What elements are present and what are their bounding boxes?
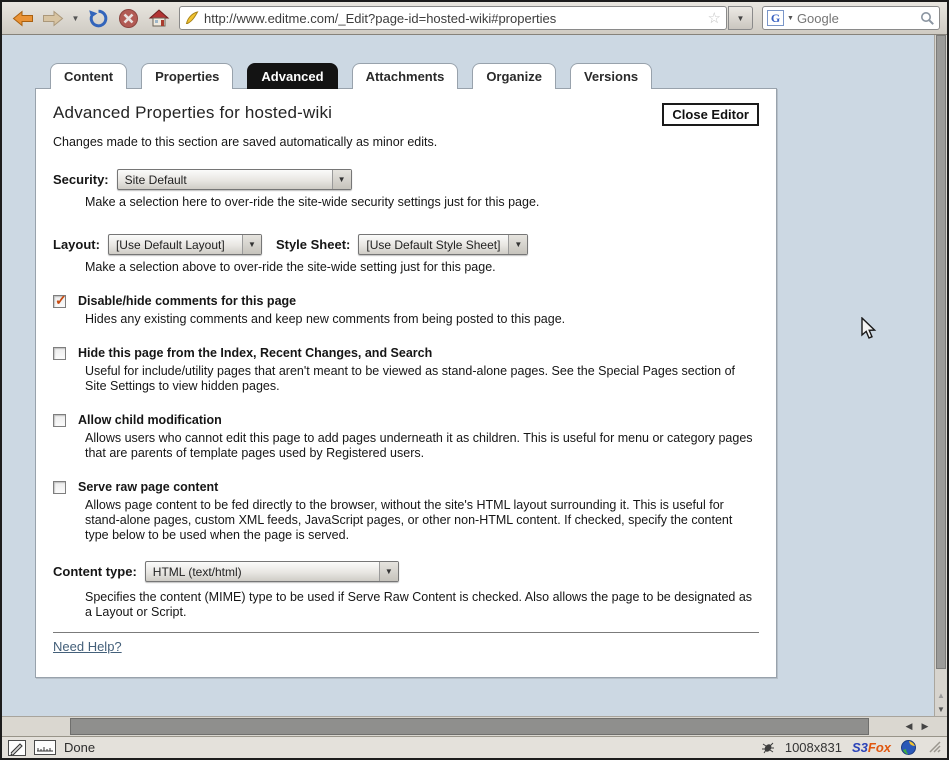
advanced-properties-panel xyxy=(35,88,777,678)
security-label: Security: xyxy=(53,172,109,187)
page-viewport xyxy=(2,35,947,716)
hide-page-checkbox[interactable] xyxy=(53,347,66,360)
window-resolution: 1008x831 xyxy=(784,740,842,755)
content-type-label: Content type: xyxy=(53,564,137,579)
allow-child-desc: Allows users who cannot edit this page to add pages underneath it as children. This is useful for menu or category pages that are parents of template pages used by Registered users. xyxy=(85,431,753,460)
disable-comments-label: Disable/hide comments for this page xyxy=(78,294,297,308)
tab-content[interactable]: Content xyxy=(50,63,127,89)
horizontal-scrollbar-thumb[interactable] xyxy=(70,718,869,735)
content-type-select[interactable] xyxy=(145,561,399,582)
serve-raw-checkbox[interactable] xyxy=(53,481,66,494)
horizontal-scrollbar-track[interactable] xyxy=(2,717,901,736)
tab-versions[interactable]: Versions xyxy=(570,63,652,89)
tab-attachments[interactable]: Attachments xyxy=(352,63,459,89)
content-type-help-text: Specifies the content (MIME) type to be used if Serve Raw Content is checked. Also allows the page to be designated as a Layout or Script. xyxy=(85,590,753,619)
google-engine-icon: G xyxy=(767,10,784,26)
layout-label: Layout: xyxy=(53,237,100,252)
layout-help-text: Make a selection above to over-ride the site-wide setting just for this page. xyxy=(85,260,496,274)
scroll-right-arrow[interactable]: ▶ xyxy=(921,721,929,731)
status-console-icon[interactable] xyxy=(34,740,56,755)
back-arrow-icon xyxy=(12,10,34,27)
autosave-note: Changes made to this section are saved automatically as minor edits. xyxy=(53,135,438,149)
home-icon xyxy=(148,8,170,28)
search-engine-dropdown[interactable] xyxy=(787,15,794,22)
security-help-text: Make a selection here to over-ride the site-wide security settings just for this page. xyxy=(85,195,540,209)
serve-raw-desc: Allows page content to be fed directly to the browser, without the site's HTML layout surrounding it. This is useful for stand-alone pages, custom XML feeds, JavaScript pages, or other non-HTML content. If checked, specify the content type below to be used when the page is served. xyxy=(85,498,733,542)
layout-selected-value: [Use Default Layout] xyxy=(115,237,225,252)
s3fox-extension-label[interactable]: S3Fox xyxy=(851,740,891,755)
status-pencil-icon[interactable] xyxy=(8,740,26,756)
chevron-down-icon xyxy=(242,235,261,254)
forward-history-dropdown[interactable] xyxy=(69,6,82,30)
reload-button[interactable] xyxy=(85,5,112,31)
scroll-up-arrow[interactable]: ▲ xyxy=(937,690,945,700)
search-box[interactable] xyxy=(762,6,940,30)
tab-advanced[interactable]: Advanced xyxy=(247,63,337,89)
chevron-down-icon xyxy=(508,235,527,254)
bookmark-star-icon[interactable]: ☆ xyxy=(707,9,721,27)
footer-divider xyxy=(53,632,759,633)
security-select[interactable] xyxy=(117,169,352,190)
stylesheet-label: Style Sheet: xyxy=(275,237,351,252)
page-title: Advanced Properties for hosted-wiki xyxy=(53,103,333,122)
window-resize-grip[interactable] xyxy=(928,740,941,756)
security-selected-value: Site Default xyxy=(124,172,187,187)
tab-organize[interactable]: Organize xyxy=(472,63,556,89)
chevron-down-icon xyxy=(379,562,398,581)
scroll-down-arrow[interactable]: ▼ xyxy=(937,704,945,714)
back-button[interactable] xyxy=(9,5,36,31)
serve-raw-label: Serve raw page content xyxy=(78,480,219,494)
search-input[interactable] xyxy=(797,11,917,26)
url-history-dropdown[interactable] xyxy=(728,6,753,30)
need-help-link[interactable]: Need Help? xyxy=(53,639,122,654)
hide-page-label: Hide this page from the Index, Recent Changes, and Search xyxy=(78,346,433,360)
stylesheet-select[interactable] xyxy=(358,234,528,255)
stop-button[interactable] xyxy=(115,5,142,31)
status-bar xyxy=(2,736,947,758)
allow-child-checkbox[interactable] xyxy=(53,414,66,427)
status-text: Done xyxy=(64,740,96,755)
page-content xyxy=(2,35,934,716)
vertical-scrollbar-thumb[interactable] xyxy=(936,35,946,669)
layout-select[interactable] xyxy=(108,234,262,255)
forward-arrow-icon xyxy=(42,10,64,27)
scroll-left-arrow[interactable]: ◀ xyxy=(905,721,913,731)
tab-properties[interactable]: Properties xyxy=(141,63,233,89)
home-button[interactable] xyxy=(145,5,172,31)
forward-button[interactable] xyxy=(39,5,66,31)
browser-toolbar xyxy=(2,2,947,35)
disable-comments-checkbox[interactable] xyxy=(53,295,66,308)
stop-icon xyxy=(118,8,139,29)
hide-page-desc: Useful for include/utility pages that aren't meant to be viewed as stand-alone pages. See the Special Pages section of Site Settings to view hidden pages. xyxy=(85,364,736,393)
content-type-selected-value: HTML (text/html) xyxy=(152,564,242,579)
scrollbar-corner xyxy=(933,717,947,736)
disable-comments-desc: Hides any existing comments and keep new comments from being posted to this page. xyxy=(85,312,566,326)
bug-icon[interactable] xyxy=(761,741,775,754)
url-bar[interactable] xyxy=(179,6,727,30)
url-input[interactable] xyxy=(204,11,703,26)
globe-extension-icon[interactable] xyxy=(901,740,916,755)
stylesheet-selected-value: [Use Default Style Sheet] xyxy=(366,237,501,252)
reload-icon xyxy=(88,8,109,29)
search-magnifier-icon[interactable] xyxy=(920,11,935,26)
horizontal-scrollbar[interactable] xyxy=(2,716,947,736)
chevron-down-icon xyxy=(332,170,351,189)
vertical-scrollbar[interactable] xyxy=(934,35,947,716)
editor-tab-bar xyxy=(2,62,934,88)
allow-child-label: Allow child modification xyxy=(78,413,222,427)
site-favicon-quill-icon xyxy=(185,11,199,25)
close-editor-button[interactable]: Close Editor xyxy=(662,103,759,126)
